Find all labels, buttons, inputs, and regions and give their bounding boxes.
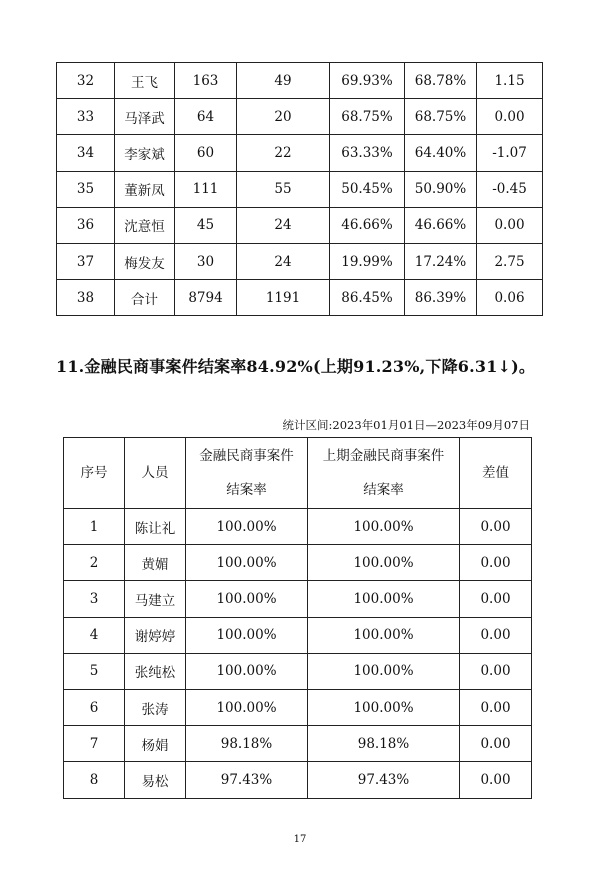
table-cell: 张涛 [125, 689, 186, 725]
table-cell: 黄媚 [125, 545, 186, 581]
table-cell: 98.18% [186, 726, 308, 762]
table-cell: 0.00 [460, 617, 532, 653]
table-row [64, 726, 532, 762]
table-cell: 李家斌 [115, 135, 175, 171]
table-cell: 17.24% [405, 243, 477, 279]
table-cell: 38 [57, 280, 115, 316]
table-row [64, 689, 532, 725]
table-cell: 100.00% [308, 653, 460, 689]
table-cell: 0.00 [477, 207, 543, 243]
table-cell: 68.75% [330, 99, 405, 135]
table-cell: 100.00% [308, 509, 460, 545]
table-row [57, 135, 543, 171]
table-cell: 马泽武 [115, 99, 175, 135]
table-cell: 0.00 [460, 509, 532, 545]
table-cell: 34 [57, 135, 115, 171]
table-cell: 谢婷婷 [125, 617, 186, 653]
section-heading: 11.金融民商事案件结案率84.92%(上期91.23%,下降6.31↓)。 [56, 357, 536, 376]
table-cell: 97.43% [186, 762, 308, 798]
table-cell: 沈意恒 [115, 207, 175, 243]
table-cell: 杨娟 [125, 726, 186, 762]
table-cell: 163 [175, 63, 237, 99]
table-cell: 100.00% [186, 509, 308, 545]
table-cell: 100.00% [186, 545, 308, 581]
table-cell: 64.40% [405, 135, 477, 171]
table-cell: 50.90% [405, 171, 477, 207]
table-row [57, 280, 543, 316]
table-row [57, 207, 543, 243]
table-cell: 100.00% [308, 617, 460, 653]
table-body [57, 63, 543, 316]
table-cell: 8 [64, 762, 125, 798]
table-cell: 6 [64, 689, 125, 725]
table-cell: 0.00 [460, 581, 532, 617]
header-rate-line2: 结案率 [226, 482, 267, 498]
table-cell: 1 [64, 509, 125, 545]
table-cell: 68.78% [405, 63, 477, 99]
table-cell: 马建立 [125, 581, 186, 617]
table-row [64, 509, 532, 545]
table-cell: 100.00% [308, 545, 460, 581]
table-cell: 100.00% [308, 581, 460, 617]
table-cell: 0.00 [460, 653, 532, 689]
header-prev-line1: 上期金融民商事案件 [322, 448, 445, 464]
table-cell: 64 [175, 99, 237, 135]
table-cell: 董新凤 [115, 171, 175, 207]
table-cell: 30 [175, 243, 237, 279]
table-cell: 100.00% [186, 653, 308, 689]
table-cell: 33 [57, 99, 115, 135]
table-cell: 100.00% [186, 581, 308, 617]
table-cell: 1.15 [477, 63, 543, 99]
header-index: 序号 [64, 438, 125, 509]
table-cell: 46.66% [405, 207, 477, 243]
table-financial-civil-closure-rate [63, 437, 532, 799]
table-cell: 0.00 [460, 762, 532, 798]
table-cell: 46.66% [330, 207, 405, 243]
table-cell: 3 [64, 581, 125, 617]
table-cell: 0.00 [460, 689, 532, 725]
table-row [64, 617, 532, 653]
table-cell: 0.00 [460, 726, 532, 762]
table-cell: 2 [64, 545, 125, 581]
table-body [64, 509, 532, 799]
table-cell: 37 [57, 243, 115, 279]
table-cell: 68.75% [405, 99, 477, 135]
table-row [64, 653, 532, 689]
table-cell: 69.93% [330, 63, 405, 99]
table-cell: 63.33% [330, 135, 405, 171]
table-cell: 55 [237, 171, 330, 207]
table-row [64, 762, 532, 798]
table-cell: 100.00% [186, 617, 308, 653]
table-cell: 100.00% [308, 689, 460, 725]
table-cell: 陈让礼 [125, 509, 186, 545]
table-cell: 97.43% [308, 762, 460, 798]
table-cell: -0.45 [477, 171, 543, 207]
header-rate-line1: 金融民商事案件 [199, 448, 294, 464]
table-cell: 张纯松 [125, 653, 186, 689]
table-cell: 98.18% [308, 726, 460, 762]
table-cell: 5 [64, 653, 125, 689]
table-cell: 梅发友 [115, 243, 175, 279]
table-cell: 100.00% [186, 689, 308, 725]
table-cell: 0.00 [460, 545, 532, 581]
table-cell: 22 [237, 135, 330, 171]
table-cell: 0.00 [477, 99, 543, 135]
table-cell: 50.45% [330, 171, 405, 207]
table-header-row [64, 438, 532, 509]
table-row [57, 63, 543, 99]
table-cell: 2.75 [477, 243, 543, 279]
header-prev-rate [308, 438, 460, 509]
table-prior-section [56, 62, 543, 316]
page-number: 17 [293, 834, 307, 845]
table-row [57, 171, 543, 207]
table-cell: 86.45% [330, 280, 405, 316]
table-cell: 4 [64, 617, 125, 653]
header-diff: 差值 [460, 438, 532, 509]
table-cell: -1.07 [477, 135, 543, 171]
table-cell: 32 [57, 63, 115, 99]
table-cell: 86.39% [405, 280, 477, 316]
table-cell: 1191 [237, 280, 330, 316]
table-row [64, 581, 532, 617]
header-person: 人员 [125, 438, 186, 509]
table-cell: 合计 [115, 280, 175, 316]
table-cell: 易松 [125, 762, 186, 798]
table-cell: 王飞 [115, 63, 175, 99]
table-cell: 35 [57, 171, 115, 207]
table-row [57, 99, 543, 135]
table-row [57, 243, 543, 279]
table-cell: 24 [237, 207, 330, 243]
table-cell: 24 [237, 243, 330, 279]
header-prev-line2: 结案率 [363, 482, 404, 498]
table-cell: 45 [175, 207, 237, 243]
date-range: 统计区间:2023年01月01日—2023年09月07日 [282, 418, 530, 432]
header-rate [186, 438, 308, 509]
table-cell: 49 [237, 63, 330, 99]
table-cell: 0.06 [477, 280, 543, 316]
table-row [64, 545, 532, 581]
table-cell: 36 [57, 207, 115, 243]
table-cell: 60 [175, 135, 237, 171]
table-cell: 7 [64, 726, 125, 762]
table-cell: 8794 [175, 280, 237, 316]
table-cell: 20 [237, 99, 330, 135]
table-cell: 19.99% [330, 243, 405, 279]
table-cell: 111 [175, 171, 237, 207]
